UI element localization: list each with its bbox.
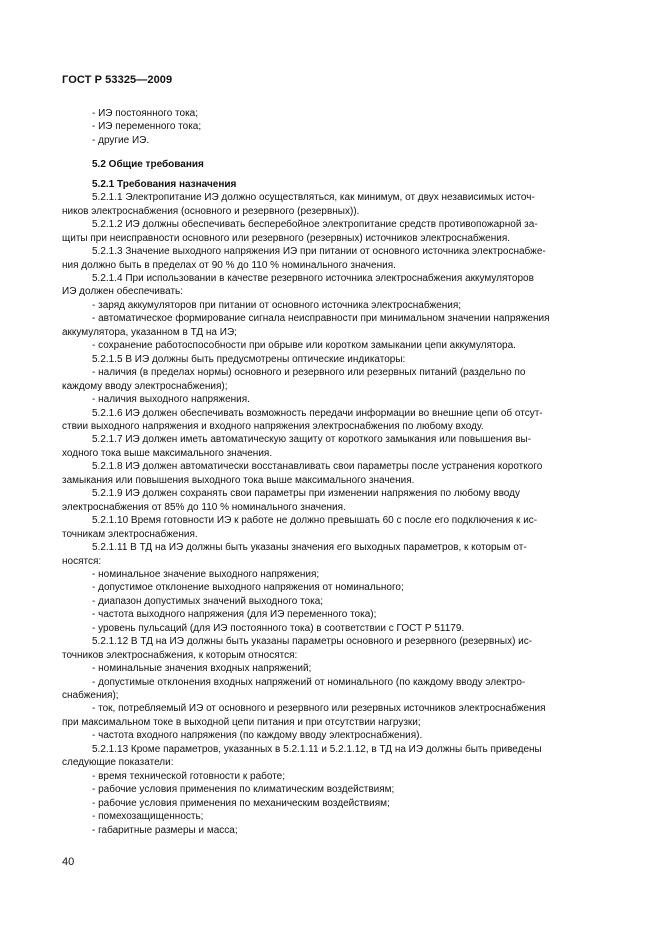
paragraph-line: 5.2.1.7 ИЭ должен иметь автоматическую защиту от короткого замыкания или повышения вы- xyxy=(92,434,532,446)
paragraph-line: 5.2.1.1 Электропитание ИЭ должно осуществляться, как минимум, от двух независимых источ- xyxy=(92,192,535,204)
subsection-heading: 5.2.1 Требования назначения xyxy=(92,178,237,190)
list-item: - уровень пульсаций (для ИЭ постоянного тока) в соответствии с ГОСТ Р 51179. xyxy=(92,622,465,634)
paragraph-line: при максимальном токе в выходной цепи питания и при отсутствии нагрузки; xyxy=(62,716,421,728)
paragraph-line: 5.2.1.5 В ИЭ должны быть предусмотрены оптические индикаторы: xyxy=(92,353,406,365)
section-heading: 5.2 Общие требования xyxy=(92,159,204,171)
paragraph-line: замыкания или повышения выходного тока выше максимального значения. xyxy=(62,474,415,486)
document-body xyxy=(62,107,594,837)
list-item: - ток, потребляемый ИЭ от основного и резервного или резервных источников электроснабжения xyxy=(92,703,546,715)
paragraph-line: ходного тока выше максимального значения. xyxy=(62,447,273,459)
paragraph-line: щиты при неисправности основного или резервного (резервных) источников электроснабжения. xyxy=(62,232,511,244)
list-item: - наличия (в пределах нормы) основного и резервного или резервных питаний (раздельно по xyxy=(92,367,526,379)
paragraph-line: 5.2.1.12 В ТД на ИЭ должны быть указаны параметры основного и резервного (резервных) ис- xyxy=(92,636,533,648)
paragraph-line: 5.2.1.3 Значение выходного напряжения ИЭ при питании от основного источника электроснабже- xyxy=(92,246,546,258)
list-item: - наличия выходного напряжения. xyxy=(92,394,250,406)
paragraph-line: точников электроснабжения, к которым относятся: xyxy=(62,649,298,661)
page-number: 40 xyxy=(62,856,75,868)
list-item: - сохранение работоспособности при обрыве или коротком замыкании цепи аккумулятора. xyxy=(92,340,516,352)
paragraph-line: аккумулятора, указанном в ТД на ИЭ; xyxy=(62,326,237,338)
paragraph-line: ствии выходного напряжения и входного напряжения электроснабжения по любому входу. xyxy=(62,420,484,432)
list-item: - допустимое отклонение выходного напряжения от номинального; xyxy=(92,582,404,594)
list-item: - ИЭ постоянного тока; xyxy=(92,108,199,119)
list-item: - диапазон допустимых значений выходного тока; xyxy=(92,595,324,607)
paragraph-line: 5.2.1.10 Время готовности ИЭ к работе не должно превышать 60 с после его подключения к ис- xyxy=(92,515,538,527)
list-item: - автоматическое формирование сигнала неисправности при минимальном значении напряжения xyxy=(92,313,550,325)
paragraph-line: 5.2.1.8 ИЭ должен автоматически восстанавливать свои параметры после устранения короткого xyxy=(92,461,543,473)
paragraph-line: 5.2.1.9 ИЭ должен сохранять свои параметры при изменении напряжения по любому вводу xyxy=(92,488,520,500)
paragraph-line: 5.2.1.2 ИЭ должны обеспечивать бесперебойное электропитание средств противопожарной за- xyxy=(92,219,538,231)
paragraph-line: 5.2.1.13 Кроме параметров, указанных в 5.2.1.11 и 5.2.1.12, в ТД на ИЭ должны быть приведены xyxy=(92,743,542,755)
paragraph-line: 5.2.1.4 При использовании в качестве резервного источника электроснабжения аккумуляторов xyxy=(92,272,534,284)
paragraph-line: ния должно быть в пределах от 90 % до 110 % номинального значения. xyxy=(62,259,396,271)
list-item: - заряд аккумуляторов при питании от основного источника электроснабжения; xyxy=(92,299,462,311)
list-item: - ИЭ переменного тока; xyxy=(92,121,202,133)
list-item: - номинальное значение выходного напряжения; xyxy=(92,568,320,580)
paragraph-line: снабжения); xyxy=(62,690,119,702)
paragraph-line: следующие показатели: xyxy=(62,757,174,769)
paragraph-line: ников электроснабжения (основного и резервного (резервных)). xyxy=(62,205,360,217)
paragraph-line: 5.2.1.6 ИЭ должен обеспечивать возможность передачи информации во внешние цепи об отсут- xyxy=(92,407,543,419)
list-item: - помехозащищенность; xyxy=(92,811,204,823)
list-item: - время технической готовности к работе; xyxy=(92,770,286,782)
paragraph-line: ИЭ должен обеспечивать: xyxy=(62,286,184,298)
list-item: - рабочие условия применения по механическим воздействиям; xyxy=(92,797,390,809)
paragraph-line: точникам электроснабжения. xyxy=(62,528,198,540)
document-header: ГОСТ Р 53325—2009 xyxy=(62,74,173,86)
list-item: - габаритные размеры и масса; xyxy=(92,824,238,836)
paragraph-line: электроснабжения от 85% до 110 % номинального значения. xyxy=(62,501,346,513)
list-item: - рабочие условия применения по климатическим воздействиям; xyxy=(92,784,395,796)
list-item: - допустимые отклонения входных напряжений от номинального (по каждому вводу электро- xyxy=(92,676,526,688)
paragraph-line: 5.2.1.11 В ТД на ИЭ должны быть указаны значения его выходных параметров, к которым от- xyxy=(92,542,527,554)
paragraph-line: каждому вводу электроснабжения); xyxy=(62,380,228,392)
list-item: - номинальные значения входных напряжений; xyxy=(92,663,312,675)
list-item: - другие ИЭ. xyxy=(92,134,150,146)
paragraph-line: носятся: xyxy=(62,555,102,567)
list-item: - частота входного напряжения (по каждому вводу электроснабжения). xyxy=(92,730,423,742)
list-item: - частота выходного напряжения (для ИЭ переменного тока); xyxy=(92,609,377,621)
